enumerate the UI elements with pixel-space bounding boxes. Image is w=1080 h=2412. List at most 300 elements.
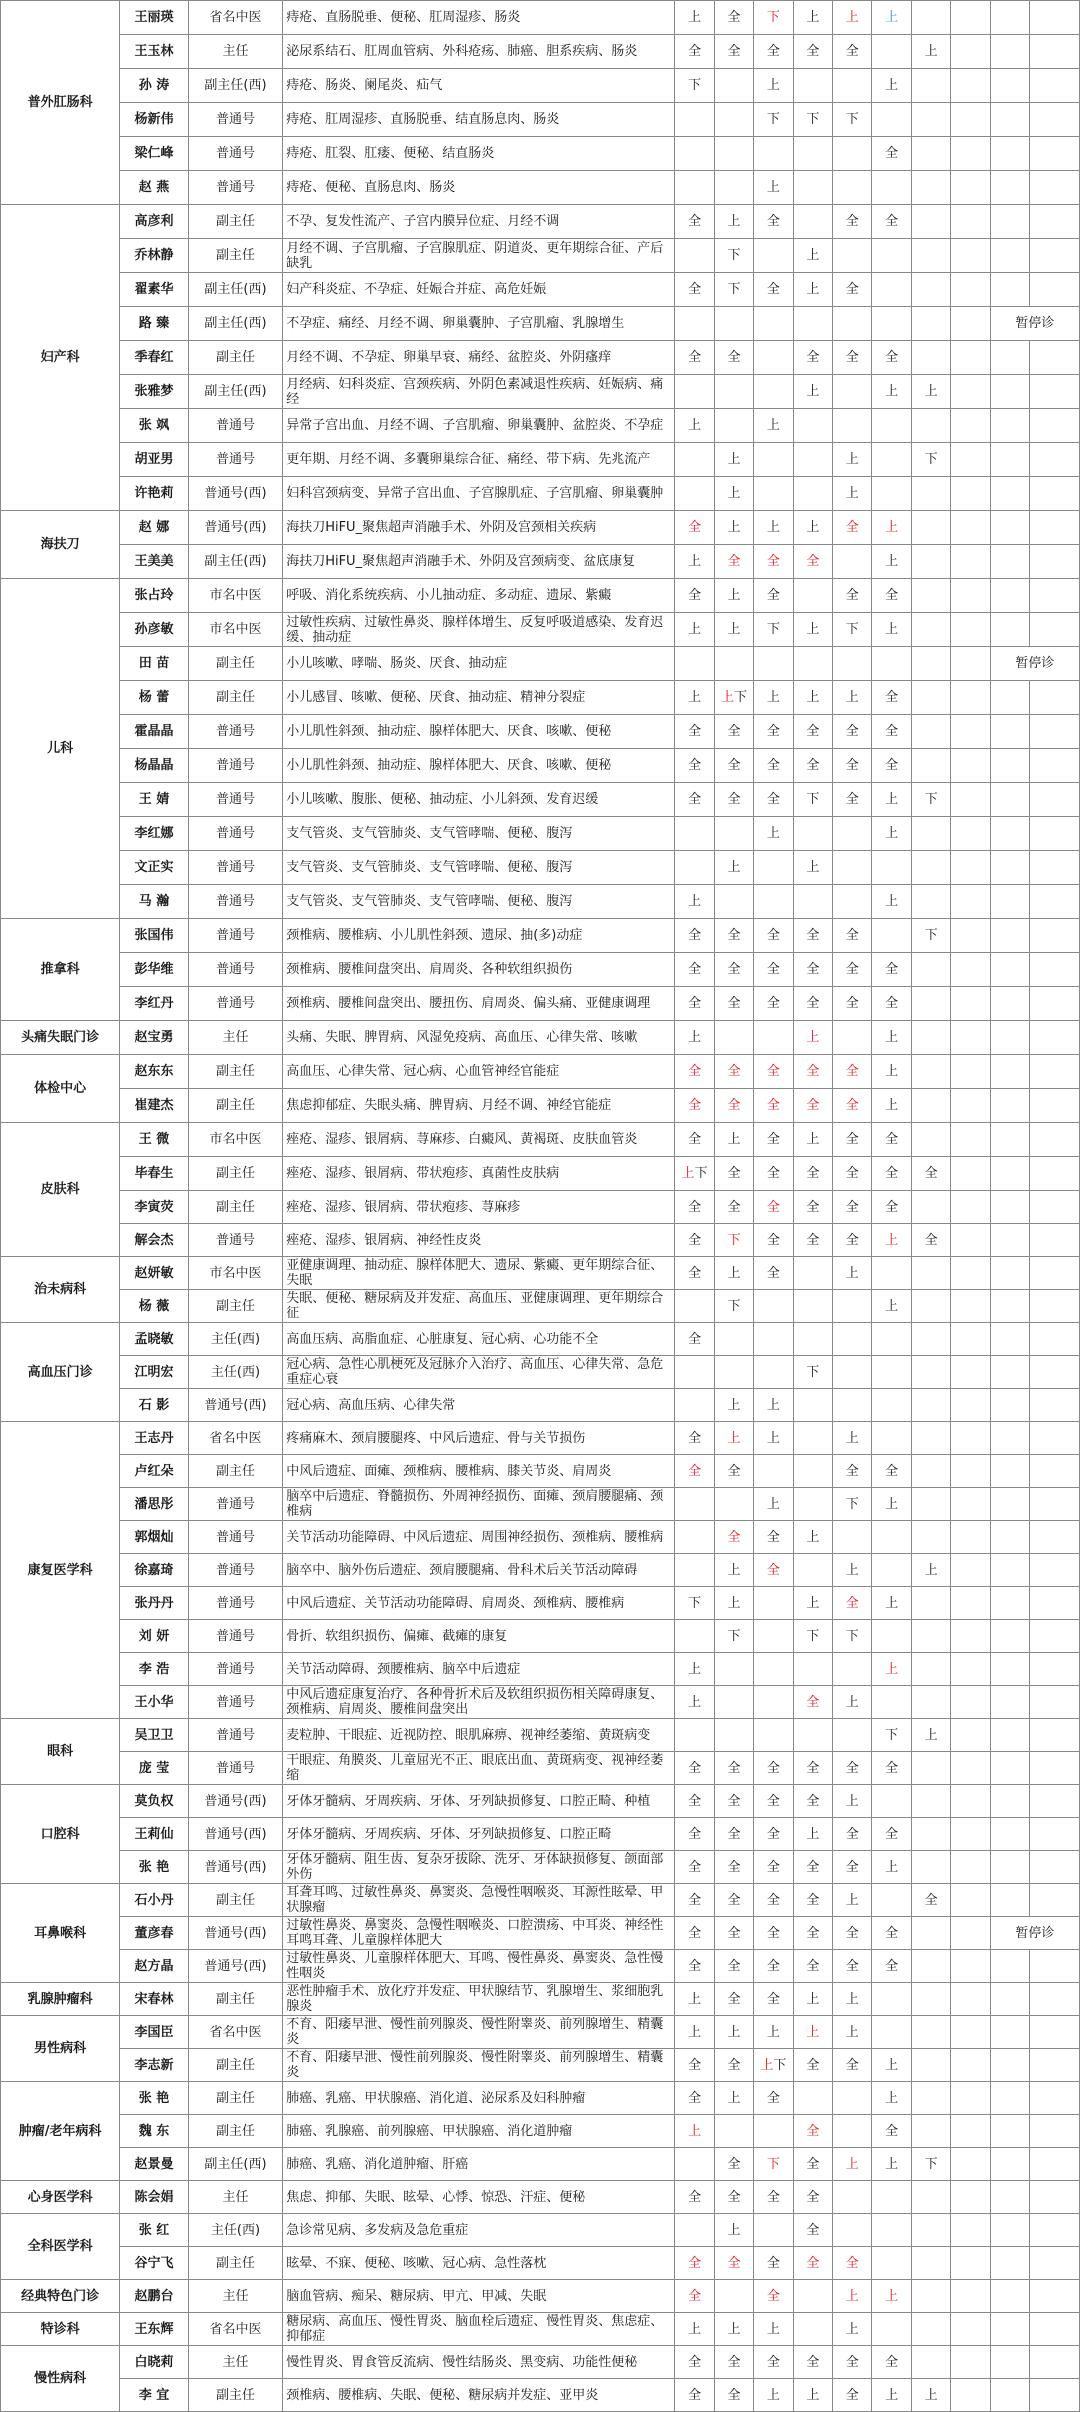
schedule-slot: 上 [872, 545, 911, 579]
schedule-slot: 上 [872, 375, 911, 409]
schedule-slot [911, 1089, 950, 1123]
schedule-slot [990, 1719, 1029, 1752]
schedule-slot: 下 [714, 1620, 753, 1653]
schedule-slot: 上 [793, 1521, 832, 1554]
schedule-slot [990, 103, 1029, 137]
doctor-specialty: 牙体牙髓病、牙周疾病、牙体、牙列缺损修复、口腔正畸、种植 [283, 1785, 675, 1818]
schedule-slot [833, 239, 872, 273]
schedule-slot: 全 [754, 783, 793, 817]
schedule-slot [714, 1021, 753, 1055]
schedule-body [1, 1, 1080, 2412]
doctor-specialty: 脑卒中、脑外伤后遗症、颈肩腰腿痛、骨科术后关节活动障碍 [283, 1554, 675, 1587]
doctor-specialty: 肺癌、乳癌、消化道肿瘤、肝癌 [283, 2148, 675, 2181]
schedule-slot [675, 1290, 714, 1323]
schedule-slot: 全 [793, 919, 832, 953]
doctor-row [1, 511, 1080, 545]
schedule-slot [951, 1488, 990, 1521]
schedule-slot [951, 1752, 990, 1785]
schedule-slot [1030, 1191, 1080, 1224]
doctor-specialty: 月经病、妇科炎症、宫颈疾病、外阴色素减退性疾病、妊娠病、痛经 [283, 375, 675, 409]
schedule-slot [833, 851, 872, 885]
schedule-slot: 全 [793, 953, 832, 987]
doctor-row [1, 1587, 1080, 1620]
schedule-slot: 上 [833, 1422, 872, 1455]
schedule-slot [833, 817, 872, 851]
department-name: 妇产科 [1, 205, 120, 511]
schedule-slot [675, 239, 714, 273]
schedule-slot: 全 [793, 1157, 832, 1191]
schedule-slot [911, 409, 950, 443]
schedule-slot [675, 1554, 714, 1587]
schedule-slot: 全 [675, 1917, 714, 1950]
schedule-slot [872, 1884, 911, 1917]
doctor-name: 杨新伟 [120, 103, 188, 137]
schedule-slot [675, 1521, 714, 1554]
doctor-row [1, 2181, 1080, 2214]
schedule-slot: 全 [675, 2379, 714, 2412]
schedule-slot [1030, 2049, 1080, 2082]
schedule-slot: 全 [754, 1055, 793, 1089]
schedule-slot: 上 [754, 2379, 793, 2412]
schedule-slot [1030, 2346, 1080, 2379]
schedule-slot [911, 1323, 950, 1356]
schedule-slot: 下 [754, 1, 793, 35]
schedule-slot: 全 [714, 1191, 753, 1224]
doctor-name: 王小华 [120, 1686, 188, 1719]
schedule-slot [675, 171, 714, 205]
doctor-title: 主任(西) [188, 1323, 282, 1356]
doctor-specialty: 妇科宫颈病变、异常子宫出血、子宫腺肌症、子宫肌瘤、卵巢囊肿 [283, 477, 675, 511]
schedule-slot: 全 [911, 1884, 950, 1917]
schedule-slot [1030, 2148, 1080, 2181]
schedule-slot: 上 [754, 69, 793, 103]
schedule-slot [951, 749, 990, 783]
schedule-slot [911, 1, 950, 35]
schedule-slot: 上 [793, 1123, 832, 1157]
schedule-slot: 全 [754, 205, 793, 239]
schedule-slot: 上 [833, 1257, 872, 1290]
schedule-slot: 上 [833, 2148, 872, 2181]
schedule-slot: 全 [833, 1055, 872, 1089]
doctor-specialty: 冠心病、高血压病、心律失常 [283, 1389, 675, 1422]
schedule-slot: 下 [754, 613, 793, 647]
schedule-slot: 全 [714, 2049, 753, 2082]
doctor-title: 市名中医 [188, 1123, 282, 1157]
schedule-slot: 上 [793, 375, 832, 409]
schedule-slot [833, 307, 872, 341]
schedule-slot [793, 1257, 832, 1290]
doctor-name: 李 宜 [120, 2379, 188, 2412]
schedule-slot [793, 1488, 832, 1521]
doctor-name: 石小丹 [120, 1884, 188, 1917]
doctor-title: 副主任 [188, 1089, 282, 1123]
doctor-name: 张 红 [120, 2214, 188, 2247]
doctor-name: 石 影 [120, 1389, 188, 1422]
schedule-slot [951, 1521, 990, 1554]
slot-am-mark: 上 [760, 2057, 774, 2073]
schedule-slot [990, 953, 1029, 987]
schedule-slot: 全 [675, 715, 714, 749]
schedule-slot [1030, 1950, 1080, 1983]
doctor-name: 李红娜 [120, 817, 188, 851]
doctor-row [1, 1554, 1080, 1587]
schedule-slot: 全 [833, 1089, 872, 1123]
doctor-specialty: 肺癌、乳癌、甲状腺癌、消化道、泌尿系及妇科肿瘤 [283, 2082, 675, 2115]
schedule-slot: 上 [793, 511, 832, 545]
schedule-slot [990, 171, 1029, 205]
schedule-slot [1030, 1851, 1080, 1884]
schedule-slot [911, 1191, 950, 1224]
schedule-slot [911, 511, 950, 545]
doctor-title: 市名中医 [188, 1257, 282, 1290]
schedule-slot [911, 2280, 950, 2313]
schedule-slot [1030, 273, 1080, 307]
doctor-specialty: 牙体牙髓病、阻生齿、复杂牙拔除、洗牙、牙体缺损修复、颌面部外伤 [283, 1851, 675, 1884]
schedule-slot [911, 171, 950, 205]
doctor-name: 崔建杰 [120, 1089, 188, 1123]
doctor-title: 普通号 [188, 715, 282, 749]
doctor-specialty: 麦粒肿、干眼症、近视防控、眼肌麻痹、视神经萎缩、黄斑病变 [283, 1719, 675, 1752]
schedule-slot: 全 [872, 341, 911, 375]
schedule-slot: 全 [675, 1851, 714, 1884]
department-name: 头痛失眠门诊 [1, 1021, 120, 1055]
schedule-slot [990, 1818, 1029, 1851]
schedule-slot [754, 137, 793, 171]
schedule-slot [990, 1884, 1029, 1917]
schedule-slot [1030, 1752, 1080, 1785]
doctor-row [1, 1422, 1080, 1455]
schedule-slot: 全 [714, 1055, 753, 1089]
schedule-slot [990, 341, 1029, 375]
schedule-slot: 全 [872, 1818, 911, 1851]
schedule-slot: 上 [872, 2082, 911, 2115]
schedule-slot [793, 307, 832, 341]
schedule-slot [1030, 443, 1080, 477]
schedule-slot [990, 1123, 1029, 1157]
doctor-title: 普通号(西) [188, 1818, 282, 1851]
schedule-slot: 全 [675, 341, 714, 375]
schedule-slot [951, 205, 990, 239]
schedule-slot [872, 2016, 911, 2049]
schedule-slot [951, 1554, 990, 1587]
schedule-slot: 上 [872, 69, 911, 103]
schedule-slot [990, 1521, 1029, 1554]
schedule-slot [872, 1554, 911, 1587]
schedule-slot [1030, 2313, 1080, 2346]
schedule-slot [990, 2247, 1029, 2280]
schedule-slot [951, 2082, 990, 2115]
schedule-slot: 全 [754, 2247, 793, 2280]
schedule-slot [911, 953, 950, 987]
schedule-slot: 上 [714, 1123, 753, 1157]
schedule-slot: 上 [675, 681, 714, 715]
schedule-slot: 下 [911, 2148, 950, 2181]
schedule-slot [951, 2148, 990, 2181]
schedule-slot [951, 613, 990, 647]
doctor-specialty: 小儿感冒、咳嗽、便秘、厌食、抽动症、精神分裂症 [283, 681, 675, 715]
schedule-slot [951, 919, 990, 953]
schedule-slot: 上 [872, 1055, 911, 1089]
doctor-row [1, 2016, 1080, 2049]
schedule-slot [1030, 35, 1080, 69]
doctor-name: 江明宏 [120, 1356, 188, 1389]
doctor-title: 主任 [188, 2181, 282, 2214]
schedule-slot: 上 [675, 2313, 714, 2346]
doctor-row [1, 171, 1080, 205]
schedule-slot: 下 [911, 443, 950, 477]
schedule-slot [951, 1587, 990, 1620]
schedule-slot: 全 [833, 1191, 872, 1224]
doctor-row [1, 2148, 1080, 2181]
schedule-slot [793, 1455, 832, 1488]
doctor-title: 副主任 [188, 1157, 282, 1191]
schedule-slot: 上 [872, 2379, 911, 2412]
schedule-slot [911, 1983, 950, 2016]
schedule-slot: 全 [754, 1752, 793, 1785]
schedule-slot [990, 1851, 1029, 1884]
schedule-slot: 上 [872, 1021, 911, 1055]
schedule-slot: 上 [675, 1, 714, 35]
schedule-slot [872, 2214, 911, 2247]
schedule-slot: 全 [754, 1224, 793, 1257]
doctor-title: 省名中医 [188, 1422, 282, 1455]
doctor-title: 副主任 [188, 647, 282, 681]
schedule-slot [754, 1356, 793, 1389]
schedule-slot [911, 715, 950, 749]
schedule-slot [951, 1389, 990, 1422]
doctor-row [1, 1851, 1080, 1884]
schedule-slot: 全 [833, 1123, 872, 1157]
schedule-slot [1030, 1620, 1080, 1653]
schedule-slot [990, 35, 1029, 69]
schedule-slot [793, 1422, 832, 1455]
schedule-slot [951, 171, 990, 205]
schedule-slot: 全 [833, 1157, 872, 1191]
schedule-slot [951, 2247, 990, 2280]
schedule-slot: 全 [714, 2379, 753, 2412]
schedule-slot [1030, 1719, 1080, 1752]
schedule-slot [990, 2148, 1029, 2181]
suspension-note: 暂停诊 [990, 1917, 1079, 1950]
doctor-name: 李红丹 [120, 987, 188, 1021]
schedule-slot: 全 [872, 137, 911, 171]
schedule-slot [951, 1884, 990, 1917]
doctor-name: 王 婧 [120, 783, 188, 817]
schedule-slot: 上 [754, 681, 793, 715]
doctor-title: 副主任 [188, 239, 282, 273]
suspension-note: 暂停诊 [990, 307, 1079, 341]
schedule-slot: 全 [754, 35, 793, 69]
schedule-slot [793, 1719, 832, 1752]
doctor-row [1, 2247, 1080, 2280]
schedule-slot [951, 715, 990, 749]
schedule-slot: 下 [714, 239, 753, 273]
doctor-name: 张 艳 [120, 2082, 188, 2115]
schedule-slot [793, 443, 832, 477]
schedule-slot [990, 273, 1029, 307]
schedule-slot: 上 [675, 545, 714, 579]
schedule-slot [990, 375, 1029, 409]
schedule-slot [990, 2082, 1029, 2115]
schedule-slot [990, 1455, 1029, 1488]
schedule-slot: 下 [793, 1356, 832, 1389]
schedule-slot: 全 [714, 987, 753, 1021]
schedule-slot: 上 [793, 1021, 832, 1055]
schedule-slot [1030, 1257, 1080, 1290]
schedule-slot [872, 1521, 911, 1554]
doctor-specialty: 高血压病、高脂血症、心脏康复、冠心病、心功能不全 [283, 1323, 675, 1356]
schedule-slot [833, 1290, 872, 1323]
doctor-title: 副主任(西) [188, 545, 282, 579]
schedule-slot: 全 [833, 1950, 872, 1983]
schedule-slot [1030, 1389, 1080, 1422]
schedule-slot: 下 [793, 1620, 832, 1653]
schedule-slot [714, 817, 753, 851]
doctor-row [1, 1257, 1080, 1290]
doctor-specialty: 不育、阳痿早泄、慢性前列腺炎、慢性附睾炎、前列腺增生、精囊炎 [283, 2016, 675, 2049]
schedule-slot: 全 [714, 1950, 753, 1983]
schedule-slot: 全 [833, 1752, 872, 1785]
doctor-specialty: 过敏性鼻炎、鼻窦炎、急慢性咽喉炎、口腔溃疡、中耳炎、神经性耳鸣耳聋、儿童腺样体肥大 [283, 1917, 675, 1950]
schedule-slot: 全 [754, 1157, 793, 1191]
schedule-slot [833, 2082, 872, 2115]
schedule-slot: 全 [833, 2247, 872, 2280]
schedule-slot [911, 2115, 950, 2148]
doctor-name: 孙 涛 [120, 69, 188, 103]
schedule-slot [833, 2214, 872, 2247]
schedule-slot: 上 [833, 443, 872, 477]
schedule-slot: 上 [714, 443, 753, 477]
doctor-name: 霍晶晶 [120, 715, 188, 749]
doctor-specialty: 支气管炎、支气管肺炎、支气管哮喘、便秘、腹泻 [283, 851, 675, 885]
schedule-slot: 全 [754, 1983, 793, 2016]
schedule-slot: 全 [754, 715, 793, 749]
schedule-slot [714, 1323, 753, 1356]
schedule-slot [1030, 1157, 1080, 1191]
slot-am-mark: 上 [720, 690, 734, 705]
doctor-specialty: 海扶刀HiFU_聚焦超声消融手术、外阴及宫颈相关疾病 [283, 511, 675, 545]
schedule-slot [990, 1, 1029, 35]
doctor-name: 杨 蕾 [120, 681, 188, 715]
schedule-slot: 全 [754, 2082, 793, 2115]
schedule-slot [872, 307, 911, 341]
schedule-slot [1030, 1554, 1080, 1587]
schedule-slot [911, 1587, 950, 1620]
schedule-slot: 上 [872, 885, 911, 919]
department-name: 高血压门诊 [1, 1323, 120, 1422]
schedule-slot: 全 [675, 1884, 714, 1917]
schedule-slot: 全 [714, 1983, 753, 2016]
doctor-specialty: 颈椎病、腰椎间盘突出、肩周炎、各种软组织损伤 [283, 953, 675, 987]
doctor-title: 普通号(西) [188, 1785, 282, 1818]
schedule-slot [833, 1653, 872, 1686]
doctor-row [1, 205, 1080, 239]
schedule-slot: 全 [754, 1818, 793, 1851]
schedule-slot: 上 [714, 579, 753, 613]
doctor-specialty: 亚健康调理、抽动症、腺样体肥大、遗尿、紫癜、更年期综合征、失眠 [283, 1257, 675, 1290]
schedule-slot: 全 [675, 2181, 714, 2214]
doctor-specialty: 异常子宫出血、月经不调、子宫肌瘤、卵巢囊肿、盆腔炎、不孕症 [283, 409, 675, 443]
schedule-slot: 上 [714, 2214, 753, 2247]
schedule-slot: 全 [872, 1191, 911, 1224]
doctor-row [1, 579, 1080, 613]
schedule-slot: 全 [793, 1055, 832, 1089]
schedule-slot [951, 511, 990, 545]
schedule-slot [1030, 1089, 1080, 1123]
doctor-row [1, 1653, 1080, 1686]
doctor-row [1, 1224, 1080, 1257]
schedule-slot [951, 341, 990, 375]
doctor-title: 普通号 [188, 1587, 282, 1620]
schedule-slot [990, 919, 1029, 953]
schedule-slot [1030, 341, 1080, 375]
schedule-slot [754, 1455, 793, 1488]
schedule-slot [911, 341, 950, 375]
schedule-slot [872, 919, 911, 953]
schedule-slot [951, 137, 990, 171]
schedule-slot: 全 [714, 2346, 753, 2379]
doctor-name: 王莉仙 [120, 1818, 188, 1851]
schedule-slot [714, 307, 753, 341]
doctor-name: 魏 东 [120, 2115, 188, 2148]
schedule-slot [990, 1323, 1029, 1356]
schedule-slot: 全 [714, 1851, 753, 1884]
schedule-slot [951, 1686, 990, 1719]
schedule-slot [675, 137, 714, 171]
doctor-title: 副主任 [188, 681, 282, 715]
schedule-slot [951, 851, 990, 885]
schedule-slot [911, 2082, 950, 2115]
schedule-slot [872, 35, 911, 69]
doctor-title: 普通号 [188, 987, 282, 1021]
schedule-slot: 全 [754, 1089, 793, 1123]
schedule-slot: 全 [872, 715, 911, 749]
schedule-slot: 上 [911, 2379, 950, 2412]
schedule-slot [951, 1620, 990, 1653]
schedule-slot [990, 817, 1029, 851]
schedule-slot [714, 1653, 753, 1686]
schedule-slot: 下 [714, 273, 753, 307]
schedule-slot: 上 [675, 2016, 714, 2049]
schedule-slot [951, 2214, 990, 2247]
schedule-slot [911, 205, 950, 239]
schedule-slot: 全 [872, 2346, 911, 2379]
schedule-slot: 全 [833, 1917, 872, 1950]
schedule-slot [754, 239, 793, 273]
schedule-slot [714, 681, 753, 715]
doctor-title: 普通号(西) [188, 1917, 282, 1950]
schedule-slot [990, 2016, 1029, 2049]
schedule-slot [911, 2214, 950, 2247]
schedule-slot: 下 [754, 103, 793, 137]
schedule-slot: 上 [714, 2016, 753, 2049]
schedule-slot [911, 1818, 950, 1851]
schedule-slot: 下 [833, 1620, 872, 1653]
doctor-name: 李国臣 [120, 2016, 188, 2049]
schedule-slot: 上 [754, 2313, 793, 2346]
schedule-slot: 全 [793, 2049, 832, 2082]
schedule-slot: 全 [793, 1224, 832, 1257]
schedule-slot: 全 [675, 2049, 714, 2082]
schedule-slot [872, 239, 911, 273]
doctor-title: 省名中医 [188, 2313, 282, 2346]
doctor-row [1, 2346, 1080, 2379]
doctor-name: 王东辉 [120, 2313, 188, 2346]
schedule-slot: 下 [833, 613, 872, 647]
schedule-slot: 全 [872, 1455, 911, 1488]
doctor-row [1, 1123, 1080, 1157]
schedule-slot [990, 851, 1029, 885]
